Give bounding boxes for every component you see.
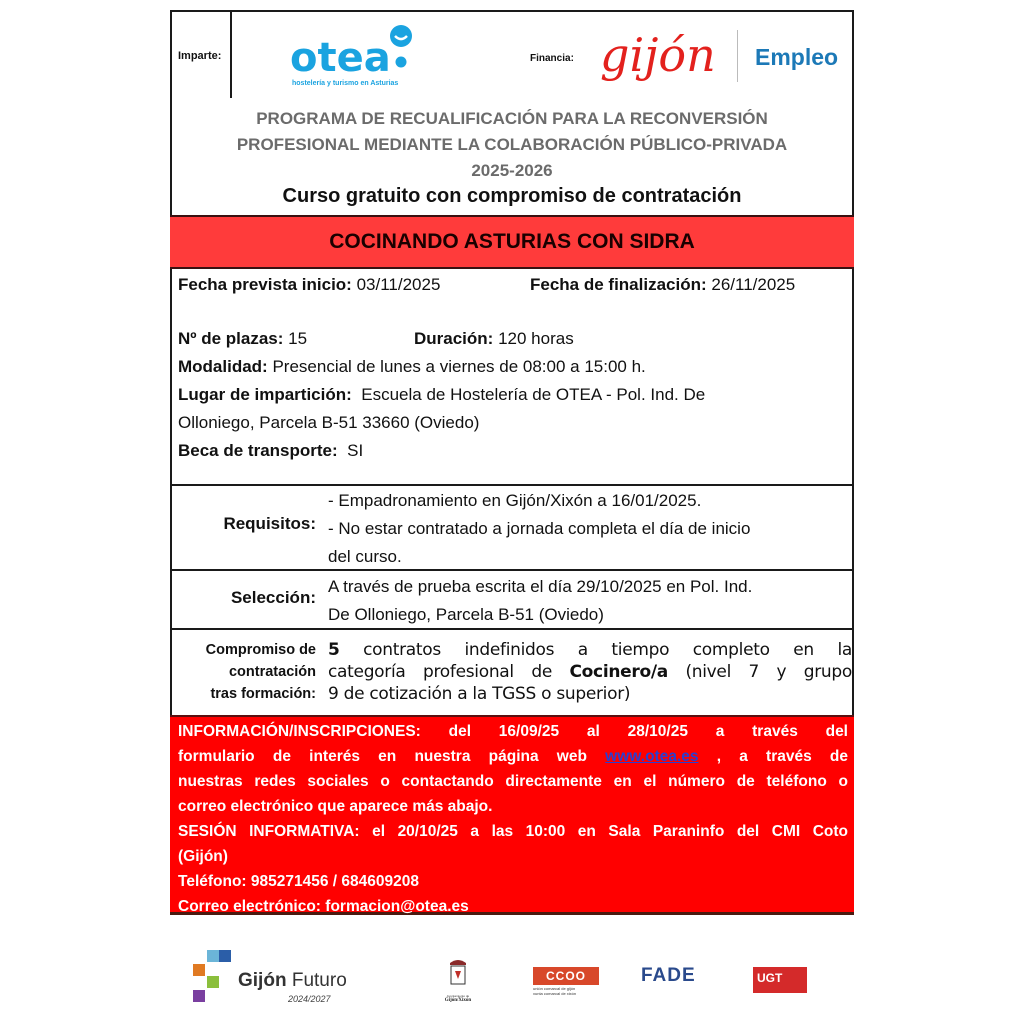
beca-value: SI: [347, 441, 364, 460]
seleccion-label: Selección:: [230, 588, 316, 607]
duracion-label: Duración:: [414, 329, 494, 348]
compromiso-label: [174, 639, 316, 705]
modalidad-row: [178, 353, 646, 381]
contract-count: 5: [328, 640, 340, 660]
course-title-bar: [170, 215, 854, 269]
seleccion-line: A través de prueba escrita el día 29/10/2025 en Pol. Ind.: [328, 577, 753, 596]
start-date-label: Fecha prevista inicio:: [178, 275, 352, 294]
lugar-row: [178, 381, 705, 409]
info-box: [170, 715, 854, 915]
info-line: INFORMACIÓN/INSCRIPCIONES: del 16/09/25 al 28/10/25 a través del: [178, 723, 848, 740]
ugt-logo: UGT: [753, 967, 807, 993]
ccoo-sub-line: xunta comarcal de xixón: [533, 991, 577, 996]
header-divider: [230, 12, 232, 98]
session-line: SESIÓN INFORMATIVA: el 20/10/25 a las 10:00 en Sala Paraninfo del CMI Coto: [178, 823, 848, 840]
section-divider: [170, 569, 854, 571]
program-years: 2025-2026: [471, 161, 553, 180]
otea-logo-tagline: hostelería y turismo en Asturias: [292, 80, 399, 87]
compromiso-label-line: tras formación:: [210, 686, 316, 702]
dates-row: [178, 271, 440, 299]
compromiso-text: [328, 639, 852, 705]
gijon-futuro-logo: [238, 970, 347, 992]
program-title-line: PROFESIONAL MEDIANTE LA COLABORACIÓN PÚBLICO-PRIVADA: [236, 135, 788, 154]
financia-label: Financia:: [530, 53, 574, 64]
compromiso-label-line: Compromiso de: [205, 642, 316, 658]
compromiso-label-line: contratación: [228, 664, 316, 680]
otea-pin-icon: [388, 24, 414, 72]
session-line: (Gijón): [178, 848, 228, 865]
gijon-futuro-years: 2024/2027: [288, 994, 331, 1004]
info-line: [178, 744, 848, 769]
start-date-value: 03/11/2025: [356, 275, 441, 294]
duracion-row: [414, 325, 574, 353]
flyer-header: [172, 12, 852, 104]
lugar-value-cont: Olloniego, Parcela B-51 33660 (Oviedo): [178, 413, 480, 432]
seleccion-line: De Olloniego, Parcela B-51 (Oviedo): [328, 605, 604, 624]
ayuntamiento-line: Ayuntamiento de: [446, 994, 470, 998]
ccoo-subtitle: [533, 986, 599, 996]
end-date-row: [530, 271, 795, 299]
ccoo-sub-line: unión comarcal de gijón: [533, 986, 576, 991]
requisitos-line: - Empadronamiento en Gijón/Xixón a 16/01/2025.: [328, 491, 702, 510]
beca-row: [178, 437, 363, 465]
modalidad-label: Modalidad:: [178, 357, 268, 376]
gijon-futuro-squares-icon: [193, 950, 233, 1004]
info-line: correo electrónico que aparece más abajo.: [178, 798, 493, 815]
compromiso-text-b: categoría profesional de: [328, 662, 552, 682]
website-link[interactable]: www.otea.es: [605, 748, 699, 765]
compromiso-line: 9 de cotización a la TGSS o superior): [328, 684, 631, 704]
modalidad-value: Presencial de lunes a viernes de 08:00 a 15:00 h.: [272, 357, 646, 376]
empleo-logo: Empleo: [755, 44, 839, 70]
compromiso-role: Cocinero/a: [569, 662, 668, 682]
lugar-row-cont: [178, 409, 479, 437]
compromiso-text-c: (nivel 7 y grupo: [685, 662, 853, 682]
plazas-row: [178, 325, 307, 353]
ccoo-logo: CCOO: [533, 967, 599, 985]
compromiso-line: [328, 661, 852, 683]
info-line-post: , a través de: [716, 748, 849, 765]
plazas-label: Nº de plazas:: [178, 329, 284, 348]
lugar-value: Escuela de Hostelería de OTEA - Pol. Ind. De: [361, 385, 706, 404]
imparte-label: Imparte:: [178, 50, 222, 62]
program-title-line: PROGRAMA DE RECUALIFICACIÓN PARA LA RECONVERSIÓN: [256, 109, 768, 128]
course-flyer: [170, 10, 854, 913]
course-subtitle: Curso gratuito con compromiso de contratación: [282, 185, 742, 207]
ayuntamiento-line: Gijón/Xixón: [444, 998, 472, 1003]
program-title: [172, 106, 852, 184]
fade-logo: FADE: [641, 965, 696, 986]
end-date-value: 26/11/2025: [711, 275, 796, 294]
logo-separator: [737, 30, 738, 82]
lugar-label: Lugar de impartición:: [178, 385, 352, 404]
ayuntamiento-logo: [440, 957, 476, 1007]
otea-logo-word: otea: [290, 35, 391, 81]
coat-of-arms-icon: [446, 957, 470, 989]
info-line-pre: formulario de interés en nuestra página web: [178, 748, 587, 765]
course-title: COCINANDO ASTURIAS CON SIDRA: [329, 230, 695, 253]
section-divider: [170, 484, 854, 486]
otea-logo: [290, 24, 420, 90]
end-date-label: Fecha de finalización:: [530, 275, 707, 294]
requisitos-label: Requisitos:: [223, 514, 316, 533]
duracion-value: 120 horas: [498, 329, 574, 348]
gijon-futuro-word2: Futuro: [291, 970, 347, 991]
gijon-logo: gijón: [600, 28, 716, 82]
phone-line: Teléfono: 985271456 / 684609208: [178, 873, 419, 890]
info-line: nuestras redes sociales o contactando directamente en el número de teléfono o: [178, 773, 848, 790]
plazas-value: 15: [288, 329, 308, 348]
compromiso-line: [328, 639, 852, 661]
compromiso-text-a: contratos indefinidos a tiempo completo en la: [363, 640, 852, 660]
requisitos-line: - No estar contratado a jornada completa el día de inicio: [328, 519, 751, 538]
section-divider: [170, 628, 854, 630]
beca-label: Beca de transporte:: [178, 441, 338, 460]
gijon-futuro-word1: Gijón: [238, 970, 287, 991]
email-line: Correo electrónico: formacion@otea.es: [178, 898, 469, 915]
requisitos-line: del curso.: [328, 547, 402, 566]
